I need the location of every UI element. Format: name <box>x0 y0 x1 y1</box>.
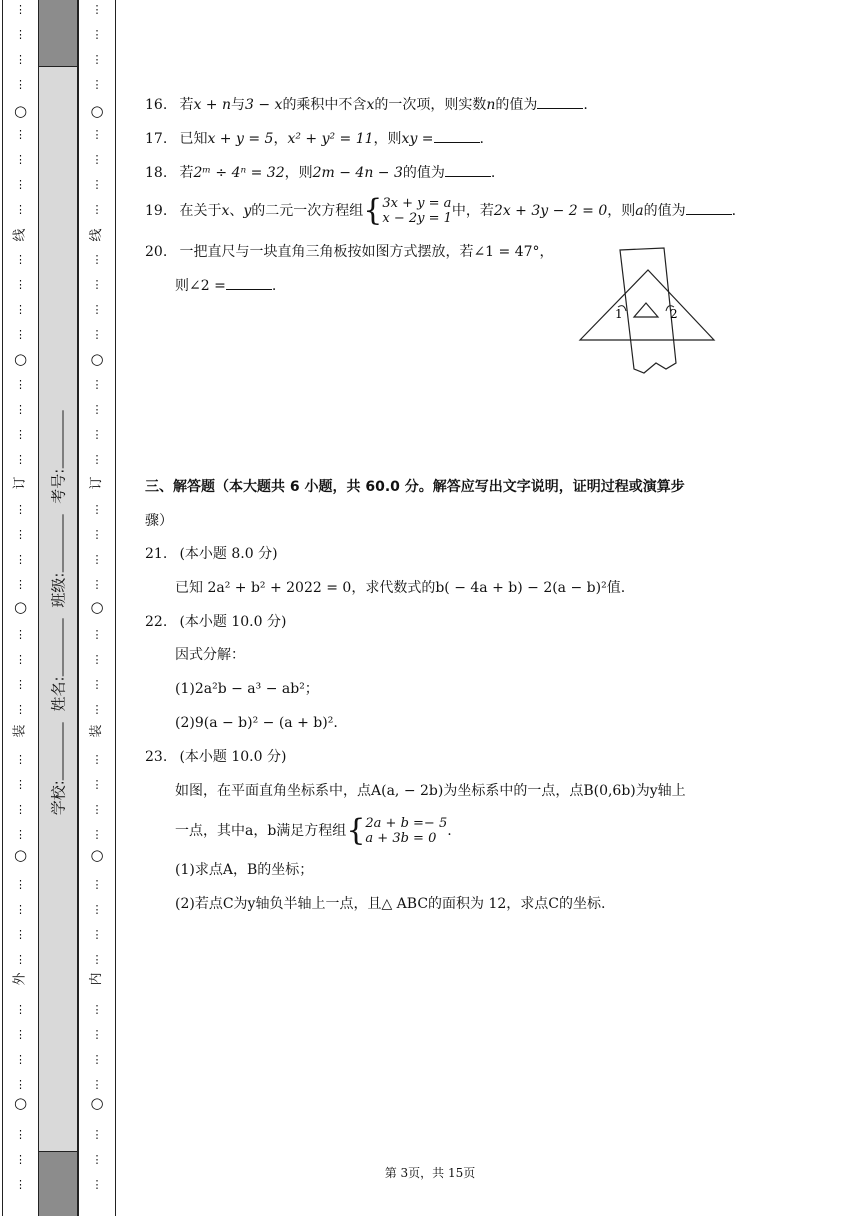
answer-blank[interactable] <box>226 277 272 290</box>
seal-dots: ⋮ <box>15 628 26 641</box>
seal-dots: ⋮ <box>91 703 103 716</box>
seal-circle: ○ <box>90 1094 104 1112</box>
seal-dots: ⋮ <box>91 53 103 66</box>
text: 一点，其中a，b满足方程组 <box>175 823 347 839</box>
seal-dots: ⋮ <box>91 1128 103 1141</box>
outer-seal-column <box>2 0 39 1216</box>
seal-dots: ⋮ <box>91 678 103 691</box>
seal-dots: ⋮ <box>15 203 26 216</box>
seal-dots: ⋮ <box>15 128 26 141</box>
seal-dots: ⋮ <box>91 1003 103 1016</box>
seal-dots: ⋮ <box>15 753 26 766</box>
text: . <box>583 97 588 113</box>
outer-seal-char: 装 <box>12 724 28 738</box>
seal-dots: ⋮ <box>15 1128 26 1141</box>
seal-circle: ○ <box>90 846 104 864</box>
outer-seal-char: 订 <box>12 476 28 490</box>
seal-dots: ⋮ <box>91 1028 103 1041</box>
inner-seal-char: 线 <box>89 228 104 242</box>
math: a <box>635 203 644 219</box>
seal-dots: ⋮ <box>91 78 103 91</box>
inner-triangle-shape <box>634 303 658 317</box>
answer-blank[interactable] <box>434 130 480 143</box>
seal-dots: ⋮ <box>91 1053 103 1066</box>
question-20-line2 <box>175 276 276 296</box>
seal-dots: ⋮ <box>91 578 103 591</box>
seal-dots: ⋮ <box>15 703 26 716</box>
text: 一把直尺与一块直角三角板按如图方式摆放，若∠1 = 47°， <box>179 244 554 260</box>
text: 与 <box>231 97 245 113</box>
text: 、 <box>229 203 244 219</box>
question-23-part2: (2)若点C为y轴负半轴上一点，且△ ABC的面积为 12，求点C的坐标. <box>175 896 606 912</box>
seal-dots: ⋮ <box>15 528 26 541</box>
math: 2x + 3y − 2 = 0 <box>493 203 608 219</box>
seal-circle: ○ <box>90 598 104 616</box>
angle-1-label: 1 <box>615 307 623 321</box>
text: . <box>490 165 496 181</box>
binding-margin <box>0 0 118 1216</box>
math: x² + y² = 11 <box>287 131 374 147</box>
seal-dots: ⋮ <box>15 153 26 166</box>
question-22 <box>145 612 286 632</box>
outer-seal-char: 外 <box>12 972 28 986</box>
question-number: 22. <box>145 614 168 630</box>
text: . <box>479 131 484 147</box>
question-23-part1: (1)求点A，B的坐标； <box>175 862 314 878</box>
text: 已知 <box>179 131 208 147</box>
text: ，则 <box>373 131 402 147</box>
question-16 <box>145 95 588 115</box>
seal-dots: ⋮ <box>15 1178 26 1191</box>
seal-dots: ⋮ <box>91 1153 103 1166</box>
text: 若 <box>179 165 194 181</box>
equation: 3x + y = a <box>382 196 452 211</box>
seal-dots: ⋮ <box>91 903 103 916</box>
question-20 <box>145 242 554 262</box>
seal-dots: ⋮ <box>91 753 103 766</box>
seal-dots: ⋮ <box>91 303 103 316</box>
text: 若 <box>179 97 194 113</box>
ruler-shape <box>620 248 676 373</box>
math: 3 − x <box>245 97 283 113</box>
text: . <box>731 203 737 219</box>
answer-blank[interactable] <box>686 202 732 215</box>
text: ， <box>273 131 288 147</box>
text: . <box>447 823 452 839</box>
seal-circle: ○ <box>90 102 104 120</box>
seal-dots: ⋮ <box>15 53 26 66</box>
seal-dots: ⋮ <box>91 453 103 466</box>
seal-dots: ⋮ <box>91 203 103 216</box>
seal-dots: ⋮ <box>15 803 26 816</box>
seal-dots: ⋮ <box>15 428 26 441</box>
seal-dots: ⋮ <box>91 803 103 816</box>
text: 中，若 <box>451 203 494 219</box>
seal-circle: ○ <box>90 350 104 368</box>
question-23-line2 <box>175 814 452 848</box>
equation: x − 2y = 1 <box>382 211 452 226</box>
seal-dots: ⋮ <box>15 1153 26 1166</box>
seal-dots: ⋮ <box>15 1003 26 1016</box>
question-21 <box>145 544 278 564</box>
question-21-body: 已知 2a² + b² + 2022 = 0，求代数式的b( − 4a + b) − 2(a − b)²值. <box>175 580 626 596</box>
score-note: (本小题 10.0 分) <box>179 749 287 765</box>
school-field-label: 学校: <box>49 780 68 816</box>
math: x + n <box>193 97 231 113</box>
angle-2-label: 2 <box>670 307 678 321</box>
seal-dots: ⋮ <box>15 503 26 516</box>
equation-system: {3x + y = a x − 2y = 1 <box>363 193 452 228</box>
seal-dots: ⋮ <box>15 778 26 791</box>
seal-dots: ⋮ <box>15 278 26 291</box>
seal-circle: ○ <box>13 350 28 368</box>
seal-dots: ⋮ <box>91 28 103 41</box>
seal-dots: ⋮ <box>15 578 26 591</box>
question-18 <box>145 163 495 183</box>
question-23 <box>145 747 286 767</box>
inner-seal-char: 内 <box>89 972 104 986</box>
class-field-label: 班级: <box>49 572 68 608</box>
seal-dots: ⋮ <box>91 128 103 141</box>
section-3-title: 三、解答题（本大题共 6 小题，共 60.0 分。解答应写出文字说明，证明过程或演算步 <box>145 479 685 495</box>
question-number: 16. <box>145 97 168 113</box>
seal-circle: ○ <box>13 846 28 864</box>
seal-dots: ⋮ <box>91 403 103 416</box>
seal-dots: ⋮ <box>91 653 103 666</box>
seal-dots: ⋮ <box>91 503 103 516</box>
seal-circle: ○ <box>13 102 28 120</box>
seal-dots: ⋮ <box>91 3 103 16</box>
question-number: 20. <box>145 244 168 260</box>
page-footer: 第 3页，共 15页 <box>384 1166 476 1180</box>
math: x <box>366 97 375 113</box>
ruler-triangle-figure <box>578 245 718 380</box>
seal-dots: ⋮ <box>91 828 103 841</box>
seal-dots: ⋮ <box>15 3 26 16</box>
seal-dots: ⋮ <box>91 953 103 966</box>
seal-dots: ⋮ <box>15 678 26 691</box>
seal-dots: ⋮ <box>15 253 26 266</box>
seal-dots: ⋮ <box>15 828 26 841</box>
exam-number-field-label: 考号: <box>49 468 68 504</box>
text: 则∠2 = <box>175 278 226 294</box>
equation-system: {2a + b =− 5 a + 3b = 0 <box>346 813 448 848</box>
question-number: 23. <box>145 749 168 765</box>
seal-dots: ⋮ <box>15 453 26 466</box>
text: 的值为 <box>643 203 686 219</box>
math: 2ᵐ ÷ 4ⁿ = 32 <box>193 165 285 181</box>
seal-dots: ⋮ <box>15 1053 26 1066</box>
seal-dots: ⋮ <box>15 328 26 341</box>
name-field-label: 姓名: <box>49 676 68 712</box>
score-note: (本小题 8.0 分) <box>179 546 278 562</box>
seal-dots: ⋮ <box>15 303 26 316</box>
question-19 <box>145 194 736 228</box>
seal-dots: ⋮ <box>15 903 26 916</box>
seal-dots: ⋮ <box>91 328 103 341</box>
question-22-part2: (2)9(a − b)² − (a + b)². <box>175 715 338 731</box>
student-info-fields <box>40 395 76 825</box>
question-number: 18. <box>145 165 168 181</box>
text: 的二元一次方程组 <box>251 203 364 219</box>
seal-dots: ⋮ <box>91 253 103 266</box>
seal-circle: ○ <box>13 1094 28 1112</box>
text: 的乘积中不含 <box>282 97 367 113</box>
seal-dots: ⋮ <box>91 928 103 941</box>
math: x + y = 5 <box>207 131 274 147</box>
seal-dots: ⋮ <box>15 953 26 966</box>
seal-dots: ⋮ <box>91 1078 103 1091</box>
seal-dots: ⋮ <box>91 778 103 791</box>
outer-seal-char: 线 <box>12 228 28 242</box>
answer-blank[interactable] <box>537 96 583 109</box>
seal-dots: ⋮ <box>15 653 26 666</box>
seal-dots: ⋮ <box>91 153 103 166</box>
question-22-intro: 因式分解： <box>175 647 245 663</box>
question-number: 19. <box>145 203 168 219</box>
inner-seal-column <box>78 0 116 1216</box>
seal-dots: ⋮ <box>91 278 103 291</box>
question-17 <box>145 129 484 149</box>
text: 的一次项，则实数 <box>374 97 487 113</box>
inner-seal-char: 订 <box>89 476 104 490</box>
seal-dots: ⋮ <box>15 403 26 416</box>
seal-dots: ⋮ <box>15 1028 26 1041</box>
seal-dots: ⋮ <box>15 28 26 41</box>
text: ，则 <box>284 165 313 181</box>
seal-dots: ⋮ <box>91 628 103 641</box>
inner-seal-char: 装 <box>89 724 104 738</box>
text: ，则 <box>607 203 636 219</box>
text: 在关于 <box>179 203 222 219</box>
math: xy = <box>401 131 434 147</box>
section-3-title-cont: 骤） <box>145 513 173 529</box>
equation: a + 3b = 0 <box>365 831 437 846</box>
answer-blank[interactable] <box>445 164 491 177</box>
seal-dots: ⋮ <box>15 553 26 566</box>
math: y <box>243 203 252 219</box>
seal-dots: ⋮ <box>91 428 103 441</box>
question-number: 21. <box>145 546 168 562</box>
text: 的值为 <box>495 97 538 113</box>
seal-dots: ⋮ <box>91 553 103 566</box>
score-note: (本小题 10.0 分) <box>179 614 287 630</box>
seal-dots: ⋮ <box>91 378 103 391</box>
question-number: 17. <box>145 131 168 147</box>
seal-dots: ⋮ <box>15 78 26 91</box>
question-23-line1: 如图，在平面直角坐标系中，点A(a, − 2b)为坐标系中的一点，点B(0,6b)为y轴上 <box>175 783 686 799</box>
seal-dots: ⋮ <box>15 1078 26 1091</box>
seal-dots: ⋮ <box>91 1178 103 1191</box>
text: . <box>271 278 277 294</box>
seal-dots: ⋮ <box>15 878 26 891</box>
math: 2m − 4n − 3 <box>312 165 403 181</box>
seal-dots: ⋮ <box>91 178 103 191</box>
seal-dots: ⋮ <box>15 928 26 941</box>
question-22-part1: (1)2a²b − a³ − ab²； <box>175 681 319 697</box>
seal-dots: ⋮ <box>15 378 26 391</box>
seal-dots: ⋮ <box>91 878 103 891</box>
math: n <box>486 97 496 113</box>
seal-circle: ○ <box>13 598 28 616</box>
text: 的值为 <box>402 165 445 181</box>
seal-dots: ⋮ <box>91 528 103 541</box>
equation: 2a + b =− 5 <box>365 816 448 831</box>
seal-dots: ⋮ <box>15 178 26 191</box>
math: x <box>221 203 230 219</box>
